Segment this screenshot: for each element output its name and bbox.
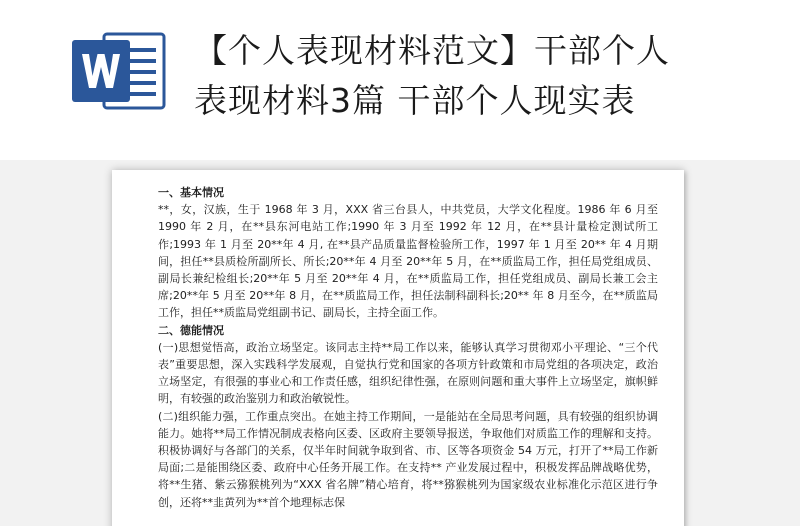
paragraph-political-stance: (一)思想觉悟高，政治立场坚定。该同志主持**局工作以来，能够认真学习贯彻邓小平理论、“三个代表”重要思想，深入实践科学发展观，自觉执行党和国家的各项方针政策和市局党组的各项决定，政治立场坚定，有很强的事业心和工作责任感，组织纪律性强，在原则问题和重大事件上立场坚定，旗帜鲜明，有较强的政治鉴别力和政治敏锐性。: [158, 340, 658, 406]
document-body: [158, 184, 658, 511]
paragraph-organizational-ability: (二)组织能力强，工作重点突出。在她主持工作期间，一是能站在全局思考问题，具有较强的组织协调能力。她将**局工作情况制成表格向区委、区政府主要领导报送，争取他们对质监工作的理解和支持。积极协调好与各部门的关系，仅半年时间就争取到省、市、区等各项资金 54 万元，打开了**局工作新局面;二是能围绕区委、政府中心任务开展工作。在支持** 产业发展过程中，积极发挥品牌战略优势，将**生猪、紫云猕猴桃列为“XXX 省名牌”精心培育，将**猕猴桃列为国家级农业标准化示范区进行争创，还将**韭黄列为**首个地理标志保: [158, 409, 658, 509]
section-heading-basic-info: 一、基本情况: [158, 186, 224, 199]
title-line-1: 【个人表现材料范文】干部个人: [194, 31, 670, 70]
section-heading-morality-ability: 二、德能情况: [158, 323, 224, 337]
title-line-2: 表现材料3篇 干部个人现实表: [194, 81, 636, 120]
word-icon: [70, 32, 168, 110]
page-title: [194, 26, 784, 126]
header-banner: [0, 0, 800, 160]
basic-info-paragraph: **，女，汉族，生于 1968 年 3 月，XXX 省三台县人，中共党员，大学文化程度。1986 年 6 月至 1990 年 2 月，在**县东河电站工作;1990 年 3 月至 1992 年 12 月，在**县计量检定测试所工作;1993 年 1 月至 20**年 4 月, 在**县产品质量监督检验所工作，1997 年 1 月至 20** 年 4 月期间，担任**县质检所副所长、所长;20**年 4 月至 20**年 5 月，在**质监局工作，担任局党组成员、副局长兼纪检组长;20**年 5 月至 20**年 4 月，在**质监局工作，担任党组成员、副局长兼工会主席;20**年 5 月至 20**年 8 月，在**质监局工作，担任法制科副科长;20** 年 8 月至今，在**质监局工作，担任**质监局党组副书记、副局长，主持全面工作。: [158, 203, 658, 320]
